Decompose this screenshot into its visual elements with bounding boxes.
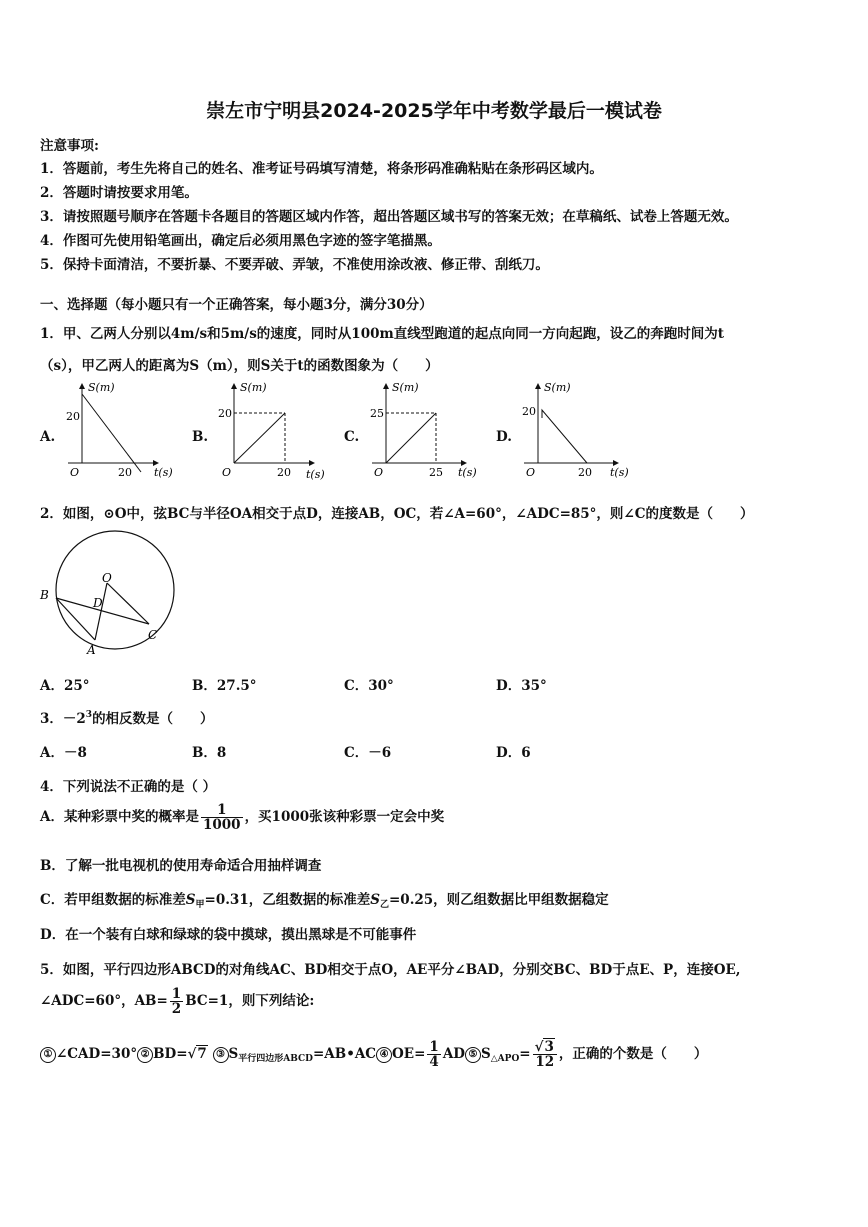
q1-d-s-axis: S(m) xyxy=(544,381,571,394)
q2-option-b: B．27.5° xyxy=(192,678,257,694)
q2-text: O中，弦BC与半径OA相交于点D，连接AB，OC，若∠A=60°，∠ADC=85°，则∠C的度数是（ ） xyxy=(114,506,754,522)
q1-graph-c xyxy=(362,380,482,480)
q1-b-s-axis: S(m) xyxy=(240,381,267,394)
q5-conclusion-5-eq: = xyxy=(519,1046,531,1063)
notice-item-3: 3．请按照题号顺序在答题卡各题目的答题区域内作答，超出答题区域书写的答案无效；在草稿纸、试卷上答题无效。 xyxy=(40,209,738,225)
q1-b-t-axis: t(s) xyxy=(306,468,325,480)
q5-half-numerator: 1 xyxy=(171,986,182,1002)
q4-c-post: =0.25，则乙组数据比甲组数据稳定 xyxy=(388,892,609,908)
q4-a-pre: A．某种彩票中奖的概率是 xyxy=(40,809,199,826)
q3-pre: 3．－2 xyxy=(40,711,86,727)
q5-conclusion-2-radicand: 7 xyxy=(197,1046,207,1063)
q4-c-sub1: 甲 xyxy=(195,900,205,910)
q2-label-o: O xyxy=(102,571,112,585)
q3-post: 的相反数是（ ） xyxy=(92,711,214,727)
page-title: 崇左市宁明县2024-2025学年中考数学最后一模试卷 xyxy=(206,100,662,122)
q5-quarter-numerator: 1 xyxy=(429,1039,439,1055)
q5-line2-pre: ∠ADC=60°，AB= xyxy=(40,993,168,1010)
q4-option-a xyxy=(40,803,444,832)
sqrt-symbol-2: √ xyxy=(534,1039,544,1055)
q1-graph-b xyxy=(210,380,330,480)
q4-a-numerator: 1 xyxy=(217,802,227,818)
q1-d-y-label: 20 xyxy=(522,405,536,418)
q5-sqrt3-numerator xyxy=(533,1040,557,1054)
q1-c-x-label: 25 xyxy=(429,466,443,479)
q4-a-post: ，买1000张该种彩票一定会中奖 xyxy=(244,809,445,826)
q4-stem: 4．下列说法不正确的是（ ） xyxy=(40,779,217,795)
q2-label-b: B xyxy=(40,588,49,602)
q4-a-fraction xyxy=(201,803,243,832)
q1-a-y-label: 20 xyxy=(66,410,80,423)
q5-conclusion-3: =AB•AC xyxy=(313,1046,377,1063)
q1-c-origin: O xyxy=(374,466,384,479)
q5-conclusion-1: ∠CAD=30° xyxy=(56,1046,138,1063)
q1-option-b: B. xyxy=(192,429,209,445)
q4-a-denominator: 1000 xyxy=(202,817,241,834)
q5-sqrt3-denominator: 12 xyxy=(533,1054,557,1069)
notice-item-5: 5．保持卡面清洁，不要折暴、不要弄破、弄皱，不准使用涂改液、修正带、刮纸刀。 xyxy=(40,257,549,273)
q4-c-s2: S xyxy=(370,892,380,908)
q5-conclusion-2: BD= xyxy=(153,1046,188,1063)
q1-b-y-label: 20 xyxy=(218,407,232,420)
notice-item-2: 2．答题时请按要求用笔。 xyxy=(40,185,198,201)
q5-conclusion-4-post: AD xyxy=(442,1046,466,1063)
q3-option-b: B．8 xyxy=(192,745,227,761)
q2-option-d: D．35° xyxy=(496,678,547,694)
q2-label-a: A xyxy=(87,643,96,657)
q1-d-t-axis: t(s) xyxy=(610,466,629,479)
q1-c-t-axis: t(s) xyxy=(458,466,477,479)
q4-c-s1: S xyxy=(185,892,196,908)
notice-item-4: 4．作图可先使用铅笔画出，确定后必须用黑色字迹的签字笔描黑。 xyxy=(40,233,441,249)
q1-option-c: C. xyxy=(344,429,360,445)
notice-heading: 注意事项: xyxy=(40,138,99,154)
q5-conclusions xyxy=(40,1040,707,1069)
q4-option-d: D．在一个装有白球和绿球的袋中摸球，摸出黑球是不可能事件 xyxy=(40,927,417,943)
q2-option-a: A．25° xyxy=(40,678,90,694)
sqrt-symbol: √ xyxy=(187,1046,197,1063)
q1-a-s-axis: S(m) xyxy=(88,381,115,394)
q1-line1: 1．甲、乙两人分别以4m/s和5m/s的速度，同时从100m直线型跑道的起点向同一方向起跑，设乙的奔跑时间为t xyxy=(40,326,725,342)
q1-a-t-axis: t(s) xyxy=(154,466,173,479)
q1-graph-d xyxy=(514,380,634,480)
q5-quarter-fraction xyxy=(427,1040,440,1069)
q1-b-x-label: 20 xyxy=(277,466,291,479)
q1-option-d: D. xyxy=(496,429,512,445)
q5-half-fraction xyxy=(170,987,183,1016)
q2-stem xyxy=(40,502,754,522)
q5-conclusion-5-marker: ⑤ xyxy=(465,1047,481,1063)
q3-option-a: A．－8 xyxy=(40,745,87,761)
q5-line1: 5．如图，平行四边形ABCD的对角线AC、BD相交于点O，AE平分∠BAD，分别交BC、BD于点E、P，连接OE, xyxy=(40,962,741,978)
q3-option-c: C．－6 xyxy=(344,745,392,761)
q5-conclusion-4-pre: OE= xyxy=(392,1046,426,1063)
circle-symbol: ⊙ xyxy=(103,506,115,522)
q3-option-d: D．6 xyxy=(496,745,531,761)
q1-d-origin: O xyxy=(526,466,536,479)
q3-stem xyxy=(40,707,214,727)
q1-line2: （s），甲乙两人的距离为S（m），则S关于t的函数图象为（ ） xyxy=(40,358,439,374)
q5-quarter-denominator: 4 xyxy=(429,1054,439,1071)
q5-sqrt3-radicand: 3 xyxy=(544,1039,554,1055)
q1-c-s-axis: S(m) xyxy=(392,381,419,394)
q5-conclusion-5-s: S xyxy=(481,1046,491,1063)
q5-conclusion-3-sub: 平行四边形ABCD xyxy=(238,1054,313,1065)
q1-d-x-label: 20 xyxy=(578,466,592,479)
q5-line2 xyxy=(40,987,314,1016)
q4-c-pre: C．若甲组数据的标准差 xyxy=(40,892,186,908)
q2-label-d: D xyxy=(93,596,103,610)
q1-option-a: A. xyxy=(40,429,56,445)
q4-option-c xyxy=(40,888,609,910)
q5-conclusion-1-marker: ① xyxy=(40,1047,56,1063)
q5-half-denominator: 2 xyxy=(171,1001,182,1018)
q4-c-mid: =0.31，乙组数据的标准差 xyxy=(204,892,371,908)
q5-conclusion-4-marker: ④ xyxy=(376,1047,392,1063)
q5-conclusion-3-marker: ③ xyxy=(213,1047,229,1063)
q4-c-sub2: 乙 xyxy=(379,900,389,910)
q1-a-origin: O xyxy=(70,466,80,479)
section-heading: 一、选择题（每小题只有一个正确答案，每小题3分，满分30分） xyxy=(40,297,433,313)
q2-circle-figure xyxy=(36,526,176,661)
q5-conclusion-5-post: ，正确的个数是（ ） xyxy=(558,1046,708,1063)
q5-conclusion-3-s: S xyxy=(228,1046,239,1063)
q1-b-origin: O xyxy=(222,466,232,479)
q1-graph-a xyxy=(58,380,178,480)
q1-a-x-label: 20 xyxy=(118,466,132,479)
q5-sqrt3-fraction xyxy=(533,1040,557,1069)
q5-conclusion-2-marker: ② xyxy=(137,1047,153,1063)
q1-c-y-label: 25 xyxy=(370,407,384,420)
q5-conclusion-5-sub: △APO xyxy=(490,1054,520,1065)
q5-line2-post: BC=1，则下列结论: xyxy=(185,993,315,1010)
q2-pre: 2．如图， xyxy=(40,506,104,522)
q2-option-c: C．30° xyxy=(344,678,394,694)
q4-option-b: B．了解一批电视机的使用寿命适合用抽样调查 xyxy=(40,858,322,874)
q2-label-c: C xyxy=(148,628,158,642)
q3-exponent: 3 xyxy=(85,710,93,720)
notice-item-1: 1．答题前，考生先将自己的姓名、准考证号码填写清楚，将条形码准确粘贴在条形码区域内。 xyxy=(40,161,603,177)
